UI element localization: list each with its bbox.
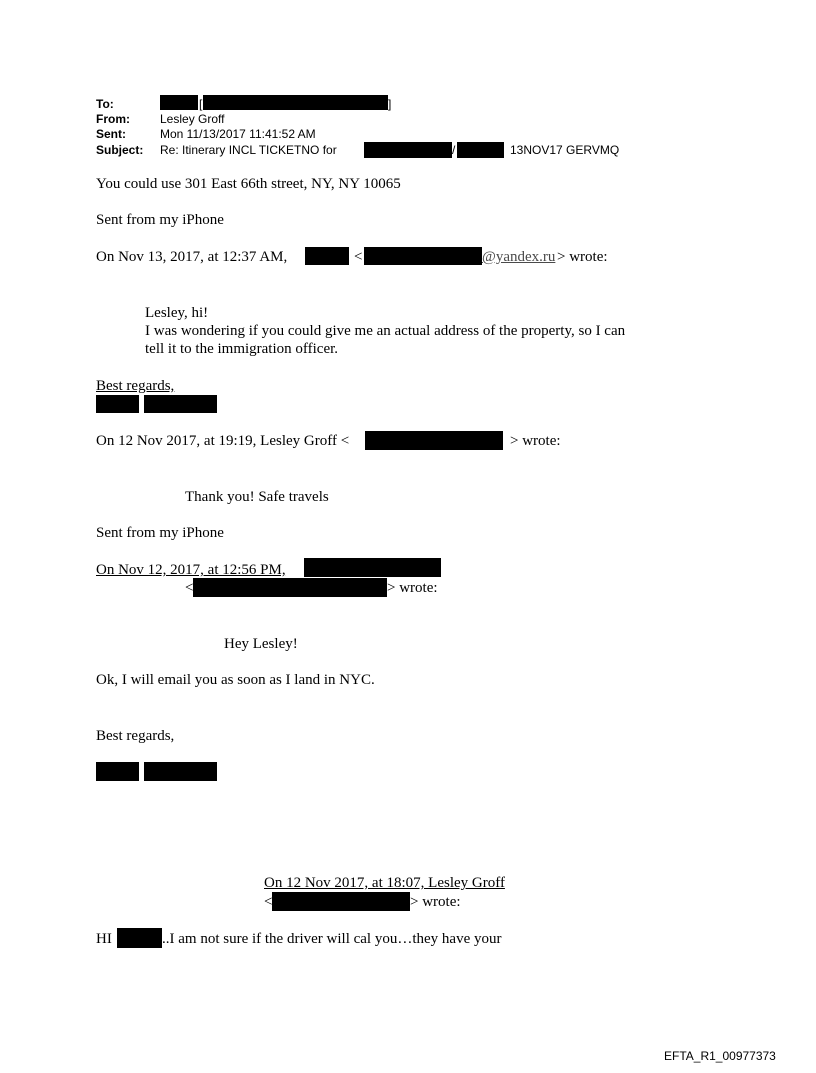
redaction-signature-first-2 — [96, 762, 139, 781]
redaction-subject-2 — [457, 142, 504, 158]
subject-label: Subject: — [96, 143, 144, 157]
land-in-nyc-text: Ok, I will email you as soon as I land in NYC. — [96, 672, 375, 688]
reply-text: You could use 301 East 66th street, NY, NY 10065 — [96, 176, 401, 192]
subject-slash: / — [452, 143, 456, 157]
to-bracket-close: ] — [388, 97, 392, 111]
quote4-attribution: On 12 Nov 2017, at 18:07, Lesley Groff — [264, 875, 505, 891]
best-regards-1: Best regards, — [96, 378, 175, 394]
subject-suffix: 13NOV17 GERVMQ — [510, 143, 620, 157]
sent-from-iphone: Sent from my iPhone — [96, 212, 224, 228]
quote4-wrote: > wrote: — [410, 894, 461, 910]
redaction-signature-last-1 — [144, 395, 217, 413]
quote1-attribution: On Nov 13, 2017, at 12:37 AM, — [96, 249, 288, 265]
redaction-signature-first-1 — [96, 395, 139, 413]
quote1-line1: I was wondering if you could give me an actual address of the property, so I can — [145, 323, 626, 339]
thank-you-text: Thank you! Safe travels — [185, 489, 329, 505]
to-bracket-open: [ — [199, 97, 203, 111]
quote1-line2: tell it to the immigration officer. — [145, 341, 339, 357]
yandex-email-link[interactable]: @yandex.ru — [482, 249, 556, 265]
quote2-wrote: > wrote: — [510, 433, 561, 449]
hey-lesley-text: Hey Lesley! — [224, 636, 298, 652]
quote1-wrote: > wrote: — [557, 249, 608, 265]
to-label: To: — [96, 97, 114, 111]
quote2-attribution: On 12 Nov 2017, at 19:19, Lesley Groff < — [96, 433, 350, 449]
subject-prefix: Re: Itinerary INCL TICKETNO for — [160, 143, 337, 157]
quote1-lt: < — [354, 249, 363, 265]
redaction-sender-name — [305, 247, 349, 265]
document-id: EFTA_R1_00977373 — [664, 1049, 776, 1063]
from-value: Lesley Groff — [160, 112, 225, 126]
redaction-sender-name-2 — [304, 558, 441, 577]
quote3-attribution: On Nov 12, 2017, at 12:56 PM, — [96, 562, 286, 578]
sent-value: Mon 11/13/2017 11:41:52 AM — [160, 127, 316, 141]
sent-label: Sent: — [96, 127, 126, 141]
redaction-sender-email-2 — [193, 578, 387, 597]
redaction-lesley-email-1 — [365, 431, 503, 450]
quote3-wrote: > wrote: — [387, 580, 438, 596]
redaction-subject-1 — [364, 142, 452, 158]
redaction-signature-last-2 — [144, 762, 217, 781]
from-label: From: — [96, 112, 130, 126]
quote1-greeting: Lesley, hi! — [145, 305, 209, 321]
hi-prefix: HI — [96, 931, 112, 947]
redaction-recipient-name — [117, 928, 162, 948]
sent-from-iphone-2: Sent from my iPhone — [96, 525, 224, 541]
quote4-lt: < — [264, 894, 273, 910]
best-regards-2: Best regards, — [96, 728, 175, 744]
redaction-to-name — [160, 95, 198, 110]
driver-text: ..I am not sure if the driver will cal you…they have your — [162, 931, 502, 947]
redaction-to-address — [203, 95, 388, 110]
redaction-sender-email — [364, 247, 482, 265]
redaction-lesley-email-2 — [272, 892, 410, 911]
quote3-lt: < — [185, 580, 194, 596]
